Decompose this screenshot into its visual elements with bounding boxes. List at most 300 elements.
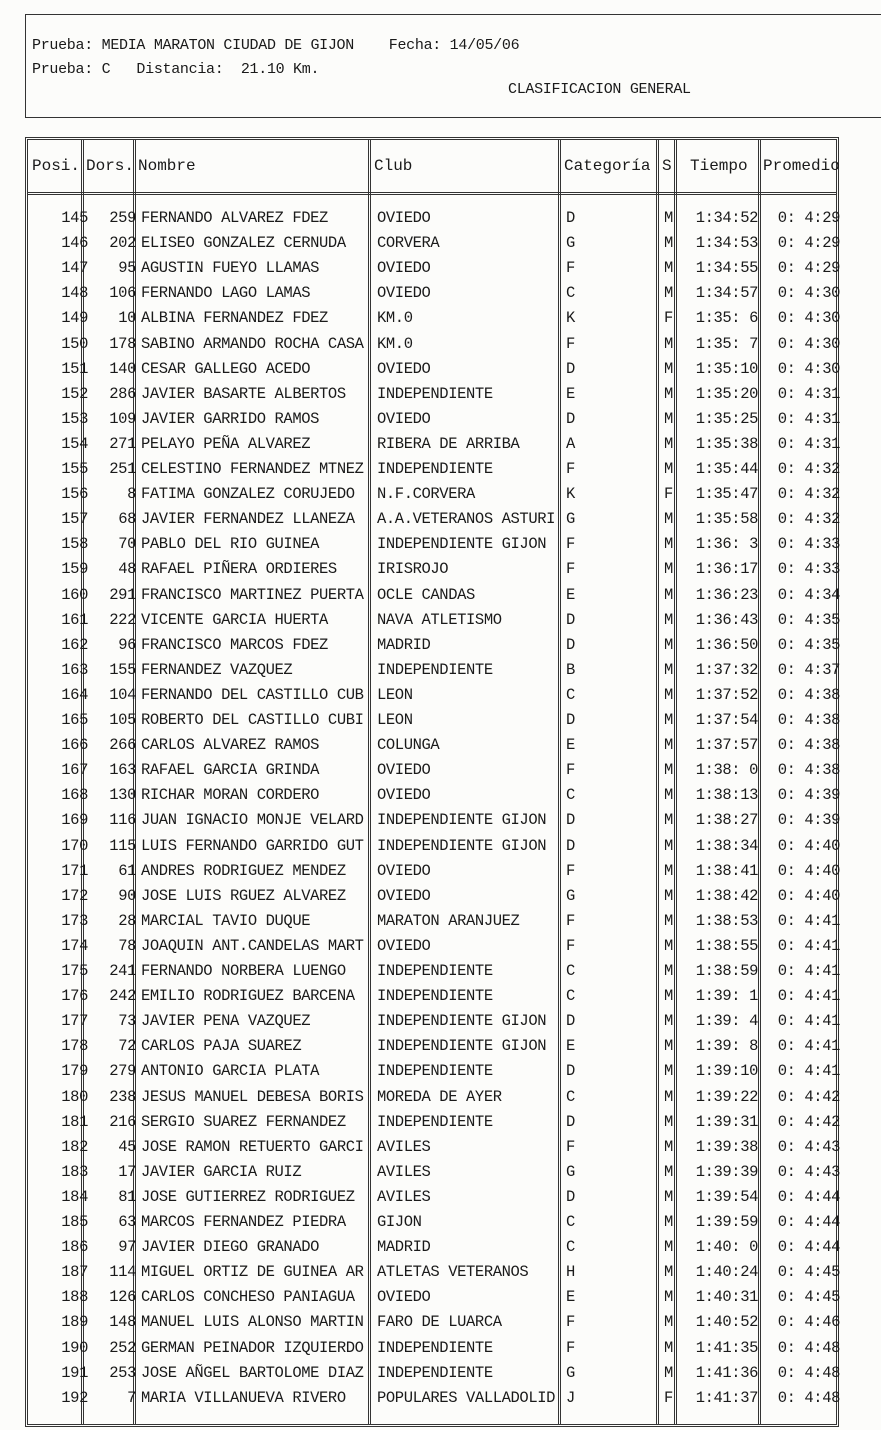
cell-tiempo: 1:37:52 bbox=[695, 685, 758, 704]
cell-promedio: 0: 4:46 bbox=[777, 1313, 840, 1332]
cell-nombre: FERNANDO ALVAREZ FDEZ bbox=[141, 209, 328, 227]
cell-dorsal: 68 bbox=[118, 510, 136, 529]
cell-pos: 148 bbox=[61, 284, 88, 303]
cell-tiempo: 1:40: 0 bbox=[695, 1238, 758, 1257]
table-row bbox=[28, 281, 840, 306]
cell-dorsal: 266 bbox=[109, 736, 136, 755]
cell-promedio: 0: 4:40 bbox=[777, 836, 840, 855]
cell-dorsal: 252 bbox=[109, 1338, 136, 1357]
cell-categoria: K bbox=[566, 485, 575, 504]
cell-pos: 183 bbox=[61, 1162, 88, 1181]
cell-sexo: M bbox=[664, 560, 673, 579]
cell-pos: 174 bbox=[61, 936, 88, 955]
cell-pos: 177 bbox=[61, 1012, 88, 1031]
cell-categoria: C bbox=[566, 987, 575, 1006]
cell-tiempo: 1:40:31 bbox=[695, 1288, 758, 1307]
cell-promedio: 0: 4:44 bbox=[777, 1187, 840, 1206]
cell-dorsal: 286 bbox=[109, 384, 136, 403]
cell-pos: 175 bbox=[61, 962, 88, 980]
cell-categoria: F bbox=[566, 1338, 575, 1357]
cell-dorsal: 155 bbox=[109, 660, 136, 679]
cell-tiempo: 1:38:34 bbox=[695, 836, 758, 855]
cell-promedio: 0: 4:41 bbox=[777, 911, 840, 930]
cell-sexo: M bbox=[664, 460, 673, 478]
cell-nombre: ALBINA FERNANDEZ FDEZ bbox=[141, 309, 328, 328]
cell-promedio: 0: 4:31 bbox=[777, 384, 840, 403]
cell-sexo: M bbox=[664, 510, 673, 529]
cell-tiempo: 1:36:17 bbox=[695, 560, 758, 579]
cell-tiempo: 1:36: 3 bbox=[695, 535, 758, 554]
cell-promedio: 0: 4:37 bbox=[777, 660, 840, 679]
cell-categoria: D bbox=[566, 1112, 575, 1131]
cell-club: LEON bbox=[377, 711, 413, 729]
cell-tiempo: 1:39: 1 bbox=[695, 987, 758, 1006]
cell-nombre: AGUSTIN FUEYO LLAMAS bbox=[141, 259, 320, 278]
cell-promedio: 0: 4:45 bbox=[777, 1263, 840, 1282]
cell-pos: 171 bbox=[61, 861, 88, 880]
cell-dorsal: 72 bbox=[118, 1037, 136, 1056]
cell-dorsal: 109 bbox=[109, 409, 136, 428]
cell-categoria: D bbox=[566, 1187, 575, 1206]
cell-categoria: F bbox=[566, 911, 575, 930]
cell-pos: 154 bbox=[61, 434, 88, 453]
cell-dorsal: 61 bbox=[118, 861, 136, 880]
table-row bbox=[28, 608, 840, 633]
col-header-tiempo: Tiempo bbox=[690, 157, 748, 175]
cell-dorsal: 271 bbox=[109, 434, 136, 453]
cell-tiempo: 1:37:32 bbox=[695, 660, 758, 679]
cell-dorsal: 8 bbox=[127, 485, 136, 504]
cell-dorsal: 97 bbox=[118, 1238, 136, 1257]
cell-categoria: G bbox=[566, 886, 575, 905]
cell-nombre: GERMAN PEINADOR IZQUIERDO bbox=[141, 1338, 364, 1357]
cell-promedio: 0: 4:44 bbox=[777, 1238, 840, 1257]
cell-categoria: F bbox=[566, 1313, 575, 1332]
cell-pos: 192 bbox=[61, 1388, 88, 1407]
cell-pos: 151 bbox=[61, 359, 88, 378]
table-row bbox=[28, 482, 840, 507]
page-title: CLASIFICACION GENERAL bbox=[508, 81, 691, 98]
table-row bbox=[28, 206, 840, 231]
cell-tiempo: 1:35:38 bbox=[695, 434, 758, 453]
cell-nombre: EMILIO RODRIGUEZ BARCENA bbox=[141, 987, 355, 1006]
cell-promedio: 0: 4:38 bbox=[777, 711, 840, 729]
cell-promedio: 0: 4:33 bbox=[777, 560, 840, 579]
cell-promedio: 0: 4:38 bbox=[777, 761, 840, 780]
cell-club: INDEPENDIENTE bbox=[377, 1363, 493, 1382]
cell-tiempo: 1:41:35 bbox=[695, 1338, 758, 1357]
cell-club: KM.0 bbox=[377, 309, 413, 328]
cell-tiempo: 1:37:54 bbox=[695, 711, 758, 729]
cell-promedio: 0: 4:34 bbox=[777, 585, 840, 604]
table-row bbox=[28, 1160, 840, 1185]
cell-tiempo: 1:38:59 bbox=[695, 962, 758, 980]
cell-club: OVIEDO bbox=[377, 1288, 431, 1307]
cell-promedio: 0: 4:41 bbox=[777, 936, 840, 955]
cell-promedio: 0: 4:30 bbox=[777, 284, 840, 303]
cell-sexo: M bbox=[664, 1263, 673, 1282]
cell-club: KM.0 bbox=[377, 334, 413, 353]
cell-sexo: M bbox=[664, 1213, 673, 1231]
cell-sexo: M bbox=[664, 209, 673, 227]
table-row bbox=[28, 1235, 840, 1260]
cell-sexo: M bbox=[664, 635, 673, 654]
cell-promedio: 0: 4:42 bbox=[777, 1112, 840, 1131]
table-row bbox=[28, 1285, 840, 1310]
cell-club: OVIEDO bbox=[377, 359, 431, 378]
cell-club: OVIEDO bbox=[377, 886, 431, 905]
cell-club: LEON bbox=[377, 685, 413, 704]
cell-club: OVIEDO bbox=[377, 259, 431, 278]
cell-club: OVIEDO bbox=[377, 786, 431, 805]
cell-nombre: LUIS FERNANDO GARRIDO GUT bbox=[141, 836, 364, 855]
cell-sexo: M bbox=[664, 861, 673, 880]
cell-categoria: D bbox=[566, 1012, 575, 1031]
cell-categoria: F bbox=[566, 460, 575, 478]
category-distance-line: Prueba: C Distancia: 21.10 Km. bbox=[32, 61, 320, 78]
col-header-nombre: Nombre bbox=[138, 157, 196, 175]
cell-club: GIJON bbox=[377, 1213, 422, 1231]
table-row bbox=[28, 1361, 840, 1386]
cell-nombre: JOAQUIN ANT.CANDELAS MART bbox=[141, 936, 364, 955]
header-separator bbox=[28, 192, 836, 195]
cell-pos: 172 bbox=[61, 886, 88, 905]
cell-nombre: FERNANDEZ VAZQUEZ bbox=[141, 660, 293, 679]
table-row bbox=[28, 934, 840, 959]
cell-categoria: J bbox=[566, 1388, 575, 1407]
cell-sexo: M bbox=[664, 1012, 673, 1031]
cell-club: INDEPENDIENTE bbox=[377, 384, 493, 403]
cell-sexo: M bbox=[664, 936, 673, 955]
cell-categoria: F bbox=[566, 560, 575, 579]
cell-tiempo: 1:39:39 bbox=[695, 1162, 758, 1181]
cell-nombre: ANDRES RODRIGUEZ MENDEZ bbox=[141, 861, 346, 880]
cell-categoria: E bbox=[566, 736, 575, 755]
cell-nombre: CELESTINO FERNANDEZ MTNEZ bbox=[141, 460, 364, 478]
table-row bbox=[28, 382, 840, 407]
cell-nombre: RAFAEL PIÑERA ORDIERES bbox=[141, 560, 337, 579]
cell-promedio: 0: 4:38 bbox=[777, 685, 840, 704]
cell-club: OVIEDO bbox=[377, 209, 431, 227]
cell-club: INDEPENDIENTE bbox=[377, 1338, 493, 1357]
cell-sexo: F bbox=[664, 485, 673, 504]
cell-dorsal: 45 bbox=[118, 1137, 136, 1156]
cell-club: IRISROJO bbox=[377, 560, 449, 579]
cell-categoria: C bbox=[566, 1087, 575, 1106]
cell-sexo: M bbox=[664, 1238, 673, 1257]
cell-nombre: PELAYO PEÑA ALVAREZ bbox=[141, 434, 311, 453]
cell-nombre: JOSE RAMON RETUERTO GARCI bbox=[141, 1137, 364, 1156]
cell-nombre: CARLOS CONCHESO PANIAGUA bbox=[141, 1288, 355, 1307]
cell-tiempo: 1:38:55 bbox=[695, 936, 758, 955]
cell-tiempo: 1:38: 0 bbox=[695, 761, 758, 780]
cell-nombre: FERNANDO DEL CASTILLO CUB bbox=[141, 685, 364, 704]
cell-promedio: 0: 4:38 bbox=[777, 736, 840, 755]
cell-pos: 184 bbox=[61, 1187, 88, 1206]
cell-club: MADRID bbox=[377, 1238, 431, 1257]
cell-promedio: 0: 4:41 bbox=[777, 987, 840, 1006]
cell-dorsal: 78 bbox=[118, 936, 136, 955]
cell-club: INDEPENDIENTE GIJON bbox=[377, 1012, 547, 1031]
cell-pos: 191 bbox=[61, 1363, 88, 1382]
cell-nombre: VICENTE GARCIA HUERTA bbox=[141, 610, 328, 629]
cell-nombre: CARLOS PAJA SUAREZ bbox=[141, 1037, 302, 1056]
cell-categoria: F bbox=[566, 259, 575, 278]
cell-club: MADRID bbox=[377, 635, 431, 654]
cell-nombre: FERNANDO NORBERA LUENGO bbox=[141, 962, 346, 980]
cell-pos: 157 bbox=[61, 510, 88, 529]
cell-dorsal: 70 bbox=[118, 535, 136, 554]
cell-sexo: M bbox=[664, 685, 673, 704]
cell-dorsal: 106 bbox=[109, 284, 136, 303]
cell-sexo: M bbox=[664, 535, 673, 554]
cell-club: INDEPENDIENTE GIJON bbox=[377, 1037, 547, 1056]
table-row bbox=[28, 231, 840, 256]
cell-pos: 185 bbox=[61, 1213, 88, 1231]
table-row bbox=[28, 1386, 840, 1411]
cell-dorsal: 163 bbox=[109, 761, 136, 780]
cell-tiempo: 1:39:38 bbox=[695, 1137, 758, 1156]
cell-tiempo: 1:39:31 bbox=[695, 1112, 758, 1131]
cell-promedio: 0: 4:43 bbox=[777, 1137, 840, 1156]
cell-dorsal: 116 bbox=[109, 811, 136, 830]
cell-nombre: FRANCISCO MARTINEZ PUERTA bbox=[141, 585, 364, 604]
cell-categoria: F bbox=[566, 334, 575, 353]
table-row bbox=[28, 1059, 840, 1084]
cell-dorsal: 17 bbox=[118, 1162, 136, 1181]
cell-club: INDEPENDIENTE bbox=[377, 987, 493, 1006]
cell-pos: 178 bbox=[61, 1037, 88, 1056]
cell-promedio: 0: 4:44 bbox=[777, 1213, 840, 1231]
cell-categoria: E bbox=[566, 1037, 575, 1056]
cell-pos: 189 bbox=[61, 1313, 88, 1332]
cell-nombre: SABINO ARMANDO ROCHA CASA bbox=[141, 334, 364, 353]
cell-pos: 181 bbox=[61, 1112, 88, 1131]
cell-categoria: D bbox=[566, 836, 575, 855]
cell-club: N.F.CORVERA bbox=[377, 485, 475, 504]
cell-pos: 156 bbox=[61, 485, 88, 504]
cell-promedio: 0: 4:41 bbox=[777, 962, 840, 980]
cell-tiempo: 1:38:27 bbox=[695, 811, 758, 830]
cell-sexo: M bbox=[664, 334, 673, 353]
cell-sexo: M bbox=[664, 284, 673, 303]
cell-sexo: M bbox=[664, 1288, 673, 1307]
cell-club: INDEPENDIENTE bbox=[377, 962, 493, 980]
cell-sexo: M bbox=[664, 736, 673, 755]
table-row bbox=[28, 583, 840, 608]
cell-tiempo: 1:39:54 bbox=[695, 1187, 758, 1206]
cell-dorsal: 202 bbox=[109, 234, 136, 253]
cell-categoria: E bbox=[566, 585, 575, 604]
cell-dorsal: 259 bbox=[109, 209, 136, 227]
cell-promedio: 0: 4:32 bbox=[777, 485, 840, 504]
cell-promedio: 0: 4:43 bbox=[777, 1162, 840, 1181]
cell-club: MOREDA DE AYER bbox=[377, 1087, 502, 1106]
cell-dorsal: 130 bbox=[109, 786, 136, 805]
table-row bbox=[28, 633, 840, 658]
cell-categoria: G bbox=[566, 510, 575, 529]
cell-club: INDEPENDIENTE bbox=[377, 1062, 493, 1081]
cell-dorsal: 253 bbox=[109, 1363, 136, 1382]
cell-sexo: M bbox=[664, 585, 673, 604]
cell-club: INDEPENDIENTE bbox=[377, 460, 493, 478]
cell-nombre: SERGIO SUAREZ FERNANDEZ bbox=[141, 1112, 346, 1131]
cell-club: OVIEDO bbox=[377, 936, 431, 955]
cell-dorsal: 114 bbox=[109, 1263, 136, 1282]
cell-pos: 166 bbox=[61, 736, 88, 755]
cell-tiempo: 1:34:57 bbox=[695, 284, 758, 303]
cell-categoria: C bbox=[566, 1238, 575, 1257]
cell-tiempo: 1:38:42 bbox=[695, 886, 758, 905]
cell-categoria: G bbox=[566, 1363, 575, 1382]
cell-pos: 162 bbox=[61, 635, 88, 654]
cell-sexo: M bbox=[664, 1338, 673, 1357]
table-row bbox=[28, 332, 840, 357]
cell-pos: 149 bbox=[61, 309, 88, 328]
cell-nombre: FERNANDO LAGO LAMAS bbox=[141, 284, 311, 303]
cell-nombre: JAVIER PENA VAZQUEZ bbox=[141, 1012, 311, 1031]
cell-dorsal: 115 bbox=[109, 836, 136, 855]
cell-tiempo: 1:38:41 bbox=[695, 861, 758, 880]
cell-nombre: RAFAEL GARCIA GRINDA bbox=[141, 761, 320, 780]
cell-dorsal: 7 bbox=[127, 1388, 136, 1407]
table-row bbox=[28, 758, 840, 783]
cell-club: OCLE CANDAS bbox=[377, 585, 475, 604]
table-row bbox=[28, 808, 840, 833]
cell-sexo: M bbox=[664, 761, 673, 780]
cell-pos: 155 bbox=[61, 460, 88, 478]
cell-sexo: M bbox=[664, 1137, 673, 1156]
cell-sexo: M bbox=[664, 911, 673, 930]
cell-dorsal: 279 bbox=[109, 1062, 136, 1081]
cell-tiempo: 1:35:25 bbox=[695, 409, 758, 428]
cell-nombre: FATIMA GONZALEZ CORUJEDO bbox=[141, 485, 355, 504]
cell-club: ATLETAS VETERANOS bbox=[377, 1263, 529, 1282]
cell-categoria: F bbox=[566, 861, 575, 880]
cell-tiempo: 1:39:22 bbox=[695, 1087, 758, 1106]
table-row bbox=[28, 357, 840, 382]
cell-sexo: M bbox=[664, 1087, 673, 1106]
cell-categoria: G bbox=[566, 1162, 575, 1181]
cell-tiempo: 1:39:10 bbox=[695, 1062, 758, 1081]
table-row bbox=[28, 1135, 840, 1160]
cell-dorsal: 216 bbox=[109, 1112, 136, 1131]
cell-dorsal: 104 bbox=[109, 685, 136, 704]
table-row bbox=[28, 1085, 840, 1110]
cell-promedio: 0: 4:33 bbox=[777, 535, 840, 554]
cell-sexo: F bbox=[664, 1388, 673, 1407]
table-row bbox=[28, 1034, 840, 1059]
cell-nombre: FRANCISCO MARCOS FDEZ bbox=[141, 635, 328, 654]
cell-sexo: M bbox=[664, 234, 673, 253]
cell-club: MARATON ARANJUEZ bbox=[377, 911, 520, 930]
cell-nombre: JOSE AÑGEL BARTOLOME DIAZ bbox=[141, 1363, 364, 1382]
col-header-categoria: Categoría bbox=[564, 157, 651, 175]
cell-promedio: 0: 4:35 bbox=[777, 635, 840, 654]
cell-tiempo: 1:38:13 bbox=[695, 786, 758, 805]
cell-nombre: JAVIER DIEGO GRANADO bbox=[141, 1238, 320, 1257]
cell-dorsal: 63 bbox=[118, 1213, 136, 1231]
cell-sexo: M bbox=[664, 259, 673, 278]
cell-promedio: 0: 4:30 bbox=[777, 334, 840, 353]
cell-club: INDEPENDIENTE bbox=[377, 1112, 493, 1131]
cell-categoria: D bbox=[566, 711, 575, 729]
cell-dorsal: 242 bbox=[109, 987, 136, 1006]
table-row bbox=[28, 783, 840, 808]
cell-categoria: F bbox=[566, 535, 575, 554]
cell-sexo: M bbox=[664, 384, 673, 403]
results-table bbox=[25, 137, 839, 1427]
col-header-pos: Posi. bbox=[32, 157, 81, 175]
cell-tiempo: 1:38:53 bbox=[695, 911, 758, 930]
cell-club: AVILES bbox=[377, 1187, 431, 1206]
cell-club: OVIEDO bbox=[377, 861, 431, 880]
cell-nombre: JOSE LUIS RGUEZ ALVAREZ bbox=[141, 886, 346, 905]
cell-club: OVIEDO bbox=[377, 284, 431, 303]
cell-nombre: JUAN IGNACIO MONJE VELARD bbox=[141, 811, 364, 830]
cell-nombre: RICHAR MORAN CORDERO bbox=[141, 786, 320, 805]
cell-sexo: M bbox=[664, 711, 673, 729]
cell-categoria: E bbox=[566, 1288, 575, 1307]
cell-dorsal: 105 bbox=[109, 711, 136, 729]
cell-dorsal: 222 bbox=[109, 610, 136, 629]
cell-club: NAVA ATLETISMO bbox=[377, 610, 502, 629]
cell-nombre: PABLO DEL RIO GUINEA bbox=[141, 535, 320, 554]
table-row bbox=[28, 708, 840, 733]
cell-club: INDEPENDIENTE GIJON bbox=[377, 535, 547, 554]
cell-promedio: 0: 4:41 bbox=[777, 1012, 840, 1031]
table-row bbox=[28, 1310, 840, 1335]
cell-club: AVILES bbox=[377, 1162, 431, 1181]
table-row bbox=[28, 859, 840, 884]
cell-pos: 147 bbox=[61, 259, 88, 278]
cell-club: FARO DE LUARCA bbox=[377, 1313, 502, 1332]
cell-sexo: M bbox=[664, 811, 673, 830]
table-row bbox=[28, 834, 840, 859]
table-row bbox=[28, 884, 840, 909]
cell-pos: 163 bbox=[61, 660, 88, 679]
cell-club: OVIEDO bbox=[377, 409, 431, 428]
table-row bbox=[28, 306, 840, 331]
cell-dorsal: 291 bbox=[109, 585, 136, 604]
cell-categoria: F bbox=[566, 761, 575, 780]
table-row bbox=[28, 457, 840, 482]
cell-pos: 152 bbox=[61, 384, 88, 403]
table-row bbox=[28, 507, 840, 532]
cell-promedio: 0: 4:30 bbox=[777, 359, 840, 378]
cell-categoria: D bbox=[566, 610, 575, 629]
cell-promedio: 0: 4:32 bbox=[777, 460, 840, 478]
cell-tiempo: 1:41:37 bbox=[695, 1388, 758, 1407]
col-header-club: Club bbox=[374, 157, 413, 175]
cell-club: INDEPENDIENTE GIJON bbox=[377, 811, 547, 830]
cell-pos: 158 bbox=[61, 535, 88, 554]
cell-categoria: C bbox=[566, 1213, 575, 1231]
cell-categoria: D bbox=[566, 1062, 575, 1081]
cell-categoria: E bbox=[566, 384, 575, 403]
cell-categoria: C bbox=[566, 685, 575, 704]
cell-pos: 187 bbox=[61, 1263, 88, 1282]
cell-pos: 180 bbox=[61, 1087, 88, 1106]
cell-tiempo: 1:40:52 bbox=[695, 1313, 758, 1332]
cell-pos: 168 bbox=[61, 786, 88, 805]
cell-categoria: D bbox=[566, 635, 575, 654]
cell-sexo: M bbox=[664, 886, 673, 905]
cell-sexo: M bbox=[664, 786, 673, 805]
cell-tiempo: 1:35:44 bbox=[695, 460, 758, 478]
cell-categoria: D bbox=[566, 811, 575, 830]
cell-club: INDEPENDIENTE bbox=[377, 660, 493, 679]
